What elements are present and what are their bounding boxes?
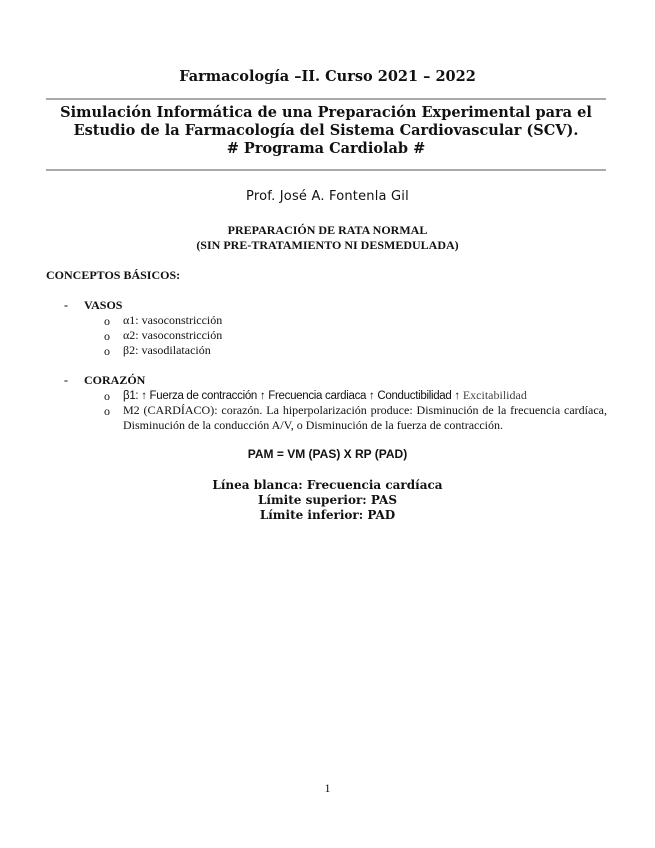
pam-formula: PAM = VM (PAS) X RP (PAD) bbox=[247, 447, 408, 461]
document-title bbox=[46, 104, 606, 158]
beta1-effects: β1: ↑ Fuerza de contracción ↑ Frecuencia cardiaca ↑ Conductibilidad ↑ bbox=[123, 390, 460, 402]
corazon-heading: CORAZÓN bbox=[84, 373, 146, 387]
corazon-bullet-2: o bbox=[104, 404, 110, 418]
vasos-bullet-1: o bbox=[104, 314, 110, 328]
legend-lines bbox=[0, 478, 655, 523]
vasos-dash: - bbox=[64, 298, 68, 312]
legend-lower-limit: Límite inferior: PAD bbox=[259, 508, 396, 522]
vasos-bullet-3: o bbox=[104, 344, 110, 358]
title-line-2: Estudio de la Farmacología del Sistema Cardiovascular (SCV). bbox=[73, 122, 579, 139]
corazon-bullet-1: o bbox=[104, 389, 110, 403]
beta1-excitability: Excitabilidad bbox=[459, 388, 527, 402]
corazon-item-beta1 bbox=[123, 388, 527, 404]
vasos-item-beta2: β2: vasodilatación bbox=[123, 343, 211, 357]
vasos-item-alpha2: α2: vasoconstricción bbox=[123, 328, 223, 342]
vasos-heading: VASOS bbox=[84, 298, 123, 312]
corazon-item-m2: M2 (CARDÍACO): corazón. La hiperpolarización produce: Disminución de la frecuencia cardíaca, Disminución de la conducción A/V, o Disminución de la fuerza de contracción. bbox=[123, 403, 607, 432]
preparation-line-2: (SIN PRE-TRATAMIENTO NI DESMEDULADA) bbox=[196, 238, 459, 252]
professor-name: Prof. José A. Fontenla Gil bbox=[246, 189, 409, 204]
preparation-line-1: PREPARACIÓN DE RATA NORMAL bbox=[227, 223, 428, 237]
top-divider bbox=[46, 98, 606, 100]
legend-upper-limit: Límite superior: PAS bbox=[257, 493, 398, 507]
corazon-dash: - bbox=[64, 373, 68, 387]
vasos-bullet-2: o bbox=[104, 329, 110, 343]
preparation-heading bbox=[0, 223, 655, 253]
bottom-divider bbox=[46, 169, 606, 171]
vasos-item-alpha1: α1: vasoconstricción bbox=[123, 313, 223, 327]
concepts-title: CONCEPTOS BÁSICOS: bbox=[46, 268, 181, 282]
course-header: Farmacología –II. Curso 2021 – 2022 bbox=[179, 68, 476, 85]
title-line-1: Simulación Informática de una Preparación Experimental para el bbox=[60, 104, 592, 121]
page-number: 1 bbox=[324, 781, 331, 795]
title-line-3: # Programa Cardiolab # bbox=[226, 140, 426, 157]
legend-white-line: Línea blanca: Frecuencia cardíaca bbox=[212, 478, 443, 492]
